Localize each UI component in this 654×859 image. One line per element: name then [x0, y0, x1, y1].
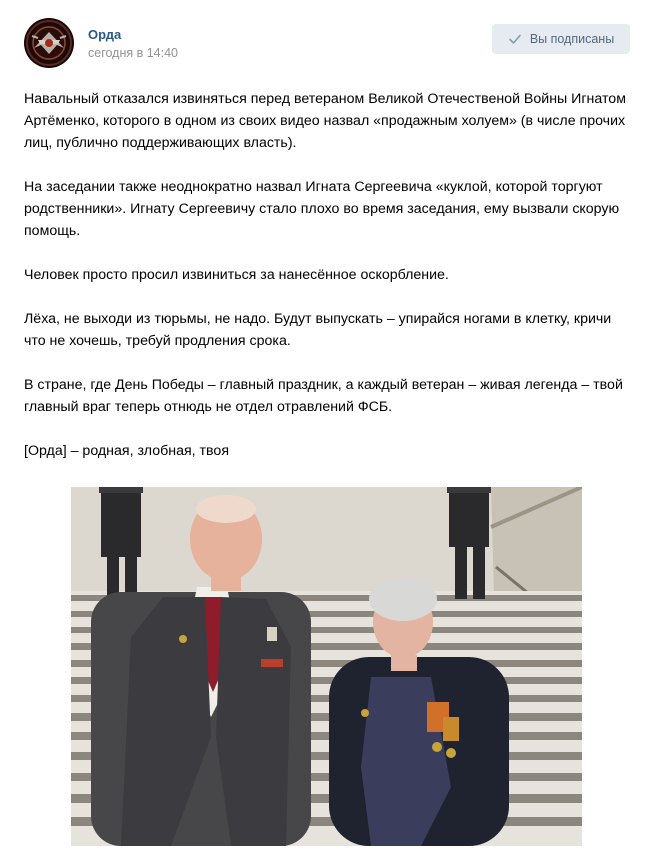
post-paragraph: [Орда] – родная, злобная, твоя: [24, 443, 230, 459]
veterans-photo: [71, 487, 582, 846]
post-paragraph: В стране, где День Победы – главный праздник, а каждый ветеран – живая легенда – твой главный враг теперь отнюдь не отдел отравлений ФСБ.: [24, 377, 623, 415]
subscribed-button[interactable]: [492, 24, 630, 54]
post-paragraph: Человек просто просил извиниться за нанесённое оскорбление.: [24, 267, 449, 283]
post-paragraph: Лёха, не выходи из тюрьмы, не надо. Будут выпускать – упирайся ногами в клетку, кричи что не хочешь, требуй продления срока.: [24, 311, 612, 349]
community-avatar[interactable]: [24, 18, 74, 68]
post-paragraph: Навальный отказался извиняться перед ветераном Великой Отечественой Войны Игнатом Артёменко, которого в одном из своих видео назвал «продажным холуем» (в числе прочих лиц, публично поддерживающих власть).: [24, 91, 626, 151]
subscribed-label: Вы подписаны: [529, 32, 615, 46]
post-timestamp[interactable]: сегодня в 14:40: [88, 46, 178, 60]
post-header: [24, 18, 630, 70]
post-paragraph: На заседании также неоднократно назвал Игната Сергеевича «куклой, которой торгуют родственники». Игнату Сергеевичу стало плохо во время заседания, ему вызвали скорую помощь.: [24, 179, 620, 239]
check-icon: [508, 32, 522, 46]
post-photo[interactable]: [71, 487, 582, 846]
post-text: [24, 88, 634, 484]
author-name[interactable]: Орда: [88, 27, 122, 42]
horde-logo-icon: [24, 18, 74, 68]
